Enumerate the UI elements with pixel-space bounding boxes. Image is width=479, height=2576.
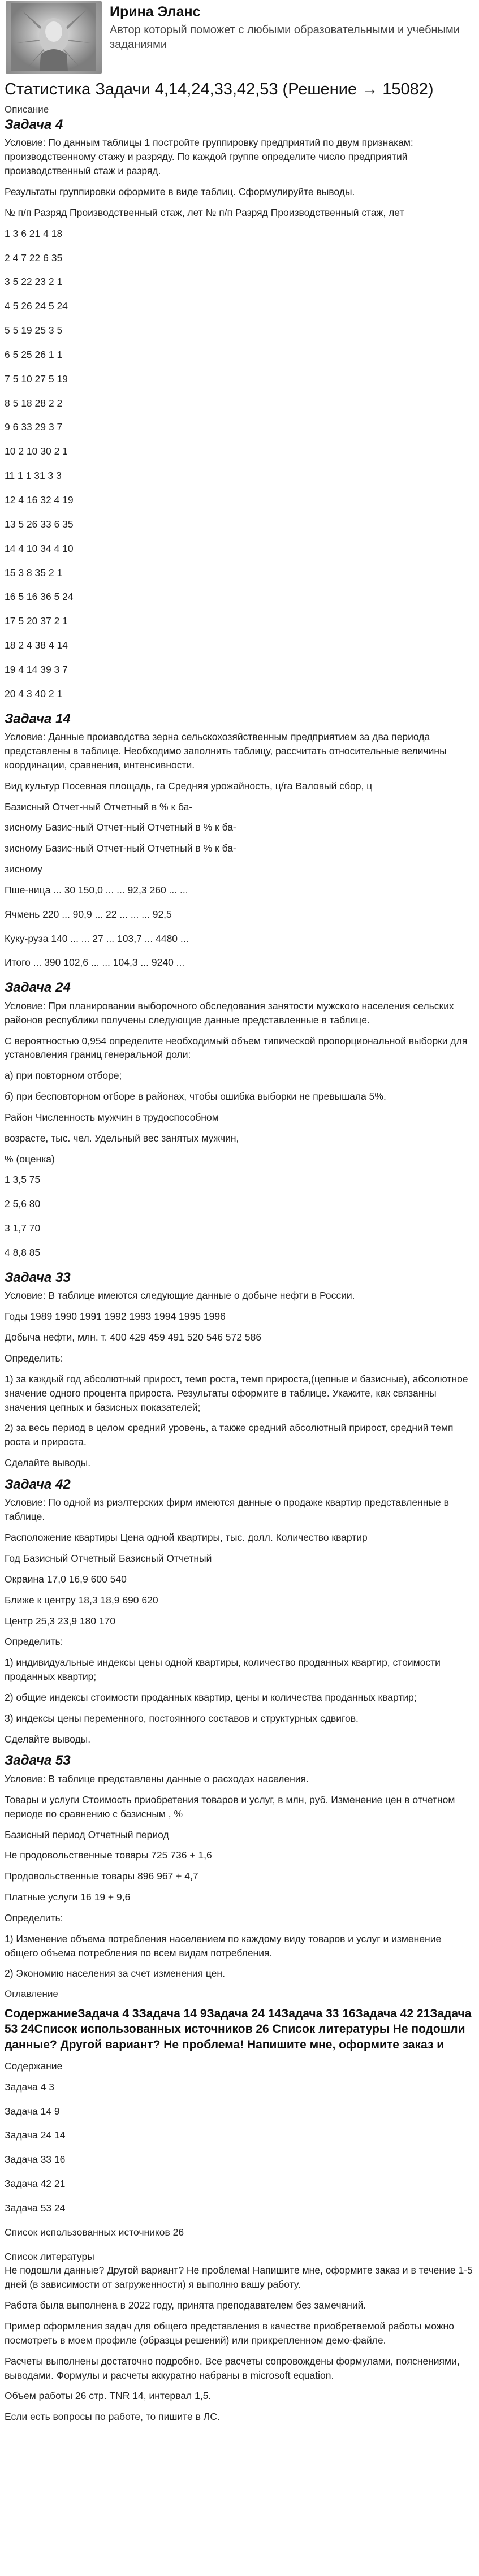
- task-text: 1) за каждый год абсолютный прирост, темп роста, темп прироста,(цепные и базисные), абсолютное значение одного процента прироста. Результаты оформите в таблице. Укажите, как связанны значения цепных и базисных показателей;: [5, 1373, 468, 1413]
- footer-text: Пример оформления задач для общего представления в качестве приобретаемой работы можно посмотреть в моем профиле (образцы решений) или прикрепленном демо-файле.: [5, 2320, 454, 2346]
- task-section: [5, 1753, 474, 1981]
- table-row: 19 4 14 39 3 7: [5, 663, 68, 675]
- task-text: № п/п Разряд Производственный стаж, лет № п/п Разряд Производственный стаж, лет: [5, 206, 404, 218]
- task-heading: Задача 24: [5, 980, 71, 996]
- table-row: 17 5 20 37 2 1: [5, 615, 68, 627]
- footer-text: Если есть вопросы по работе, то пишите в ЛС.: [5, 2411, 220, 2423]
- task-heading: Задача 33: [5, 1269, 71, 1285]
- footer-text: Объем работы 26 стр. TNR 14, интервал 1,5.: [5, 2390, 212, 2402]
- task-text: Год Базисный Отчетный Базисный Отчетный: [5, 1553, 212, 1564]
- table-row: 13 5 26 33 6 35: [5, 518, 74, 530]
- task-text: Добыча нефти, млн. т. 400 429 459 491 520 546 572 586: [5, 1332, 262, 1343]
- table-row: 8 5 18 28 2 2: [5, 397, 63, 409]
- task-text: Условие: По данным таблицы 1 постройте группировку предприятий по двум признакам: производственному стажу и разряду. По каждой группе определите число предприятий производственный стаж и разряд.: [5, 137, 413, 177]
- task-text: 2) общие индексы стоимости проданных квартир, цены и количества проданных квартир;: [5, 1691, 417, 1703]
- task-section: [5, 1270, 474, 1470]
- task-heading: Задача 42: [5, 1476, 71, 1492]
- table-row: 6 5 25 26 1 1: [5, 348, 63, 360]
- task-text: Ближе к центру 18,3 18,9 690 620: [5, 1594, 158, 1606]
- task-text: зисному Базис-ный Отчет-ный Отчетный в % к ба-: [5, 822, 236, 833]
- table-row: 4 5 26 24 5 24: [5, 300, 68, 312]
- table-row: 4 8,8 85: [5, 1247, 41, 1259]
- task-heading: Задача 53: [5, 1753, 71, 1769]
- toc-item: Список использованных источников 26: [5, 2226, 184, 2238]
- table-row: 16 5 16 36 5 24: [5, 591, 74, 603]
- task-text: Годы 1989 1990 1991 1992 1993 1994 1995 1996: [5, 1311, 226, 1322]
- task-text: зисному Базис-ный Отчет-ный Отчетный в % к ба-: [5, 842, 236, 854]
- task-text: С вероятностью 0,954 определите необходимый объем типической пропорциональной выборки для установления границ генеральной доли:: [5, 1035, 468, 1061]
- task-text: Условие: Данные производства зерна сельскохозяйственным предприятием за два периода представлены в таблице. Необходимо заполнить таблицу, рассчитать относительные величины координации, сравнения, интенсивности.: [5, 731, 447, 771]
- task-section: [5, 980, 474, 1260]
- toc-item: Задача 42 21: [5, 2178, 66, 2190]
- task-text: Сделайте выводы.: [5, 1457, 91, 1469]
- task-text: Базисный Отчет-ный Отчетный в % к ба-: [5, 801, 193, 812]
- task-text: 1) индивидуальные индексы цены одной квартиры, количество проданных квартир, стоимости проданных квартир;: [5, 1657, 441, 1683]
- page-title: Статистика Задачи 4,14,24,33,42,53 (Решение → 15082): [5, 80, 434, 98]
- description-label: Описание: [5, 104, 49, 115]
- table-row: 12 4 16 32 4 19: [5, 494, 74, 505]
- task-text: Вид культур Посевная площадь, га Средняя урожайность, ц/га Валовый сбор, ц: [5, 780, 373, 792]
- task-text: Условие: При планировании выборочного обследования занятости мужского населения сельских районов республики получены следующие данные представленные в таблице.: [5, 1000, 454, 1026]
- table-row: 3 1,7 70: [5, 1222, 41, 1234]
- task-text: Расположение квартиры Цена одной квартиры, тыс. долл. Количество квартир: [5, 1532, 368, 1544]
- task-text: Центр 25,3 23,9 180 170: [5, 1615, 116, 1627]
- task-text: Определить:: [5, 1912, 63, 1924]
- table-row: 1 3 6 21 4 18: [5, 227, 63, 239]
- table-row: 5 5 19 25 3 5: [5, 325, 63, 336]
- table-row: Ячмень 220 ... 90,9 ... 22 ... ... ... 92,5: [5, 908, 172, 920]
- task-text: 2) Экономию населения за счет изменения цен.: [5, 1968, 225, 1979]
- task-text: Условие: В таблице имеются следующие данные о добыче нефти в России.: [5, 1290, 355, 1302]
- author-avatar[interactable]: [6, 1, 102, 74]
- task-text: Условие: По одной из риэлтерских фирм имеются данные о продаже квартир представленные в таблице.: [5, 1497, 449, 1523]
- author-card: [5, 0, 474, 77]
- toc-heading: СодержаниеЗадача 4 3Задача 14 9Задача 24 14Задача 33 16Задача 42 21Задача 53 24Список использованных источников 26 Список литературы Не подошли данные? Другой вариант? Не проблема! Напишите мне, оформите заказ и: [5, 2007, 472, 2051]
- table-row: 1 3,5 75: [5, 1174, 41, 1186]
- task-text: Платные услуги 16 19 + 9,6: [5, 1891, 131, 1903]
- task-heading: Задача 4: [5, 116, 63, 132]
- table-row: Итого ... 390 102,6 ... ... 104,3 ... 9240 ...: [5, 957, 185, 969]
- toc-item: Задача 33 16: [5, 2154, 66, 2166]
- table-row: 7 5 10 27 5 19: [5, 373, 68, 384]
- task-section: [5, 1477, 474, 1747]
- avatar-image: [11, 3, 96, 71]
- table-row: Пше-ница ... 30 150,0 ... ... 92,3 260 ... ...: [5, 884, 188, 896]
- table-row: 20 4 3 40 2 1: [5, 688, 63, 699]
- author-description: Автор который поможет с любыми образовательными и учебными заданиями: [110, 24, 460, 51]
- footer-text: Работа была выполнена в 2022 году, принята преподавателем без замечаний.: [5, 2300, 366, 2311]
- table-row: Куку-руза 140 ... ... 27 ... 103,7 ... 4480 ...: [5, 932, 189, 944]
- literature-label: Список литературы: [5, 2250, 94, 2262]
- task-text: Сделайте выводы.: [5, 1733, 91, 1745]
- task-text: зисному: [5, 863, 42, 875]
- table-row: 18 2 4 38 4 14: [5, 639, 68, 651]
- table-row: 9 6 33 29 3 7: [5, 421, 63, 433]
- footer-text: Расчеты выполнены достаточно подробно. Все расчеты сопровождены формулами, пояснениями, выводами. Формулы и расчеты аккуратно набраны в microsoft equation.: [5, 2355, 460, 2381]
- task-text: Не продовольственные товары 725 736 + 1,6: [5, 1849, 212, 1861]
- author-name[interactable]: Ирина Эланс: [110, 4, 201, 20]
- task-text: Район Численность мужчин в трудоспособном: [5, 1111, 219, 1123]
- task-text: % (оценка): [5, 1153, 55, 1165]
- task-text: Определить:: [5, 1352, 63, 1364]
- toc-item: Задача 14 9: [5, 2105, 60, 2117]
- task-text: 1) Изменение объема потребления населением по каждому виду товаров и услуг и изменение общего объема потребления по всем видам потребления.: [5, 1933, 442, 1959]
- table-row: 2 5,6 80: [5, 1198, 41, 1210]
- task-section: [5, 117, 474, 701]
- task-text: Условие: В таблице представлены данные о расходах населения.: [5, 1773, 309, 1785]
- footer-text: Не подошли данные? Другой вариант? Не проблема! Напишите мне, оформите заказ и в течение 1-5 дней (в зависимости от загруженности) я выполню вашу работу.: [5, 2264, 473, 2290]
- contents-label: Содержание: [5, 2060, 63, 2072]
- table-row: 14 4 10 34 4 10: [5, 542, 74, 554]
- toc-item: Задача 4 3: [5, 2081, 54, 2093]
- task-text: Продовольственные товары 896 967 + 4,7: [5, 1870, 198, 1882]
- task-text: Базисный период Отчетный период: [5, 1829, 169, 1840]
- task-text: возрасте, тыс. чел. Удельный вес занятых мужчин,: [5, 1132, 239, 1144]
- table-row: 2 4 7 22 6 35: [5, 252, 63, 263]
- task-text: Товары и услуги Стоимость приобретения товаров и услуг, в млн, руб. Изменение цен в отчетном периоде по сравнению с базисным , %: [5, 1793, 455, 1819]
- task-text: Результаты группировки оформите в виде таблиц. Сформулируйте выводы.: [5, 186, 355, 198]
- toc-item: Задача 53 24: [5, 2202, 66, 2214]
- toc-section: [5, 1987, 474, 2424]
- task-text: 2) за весь период в целом средний уровень, а также средний абсолютный прирост, средний темп роста и прироста.: [5, 1422, 454, 1448]
- task-section: [5, 711, 474, 970]
- task-heading: Задача 14: [5, 711, 71, 727]
- table-row: 15 3 8 35 2 1: [5, 567, 63, 578]
- table-row: 10 2 10 30 2 1: [5, 446, 68, 457]
- table-row: 11 1 1 31 3 3: [5, 470, 62, 482]
- toc-item: Задача 24 14: [5, 2129, 66, 2141]
- task-text: Окраина 17,0 16,9 600 540: [5, 1573, 127, 1585]
- table-row: 3 5 22 23 2 1: [5, 276, 63, 288]
- task-text: Определить:: [5, 1636, 63, 1648]
- task-text: 3) индексы цены переменного, постоянного составов и структурных сдвигов.: [5, 1712, 359, 1724]
- toc-label: Оглавление: [5, 1989, 58, 2000]
- author-info: [110, 1, 460, 52]
- task-text: а) при повторном отборе;: [5, 1070, 122, 1082]
- task-text: б) при бесповторном отборе в районах, чтобы ошибка выборки не превышала 5%.: [5, 1091, 386, 1103]
